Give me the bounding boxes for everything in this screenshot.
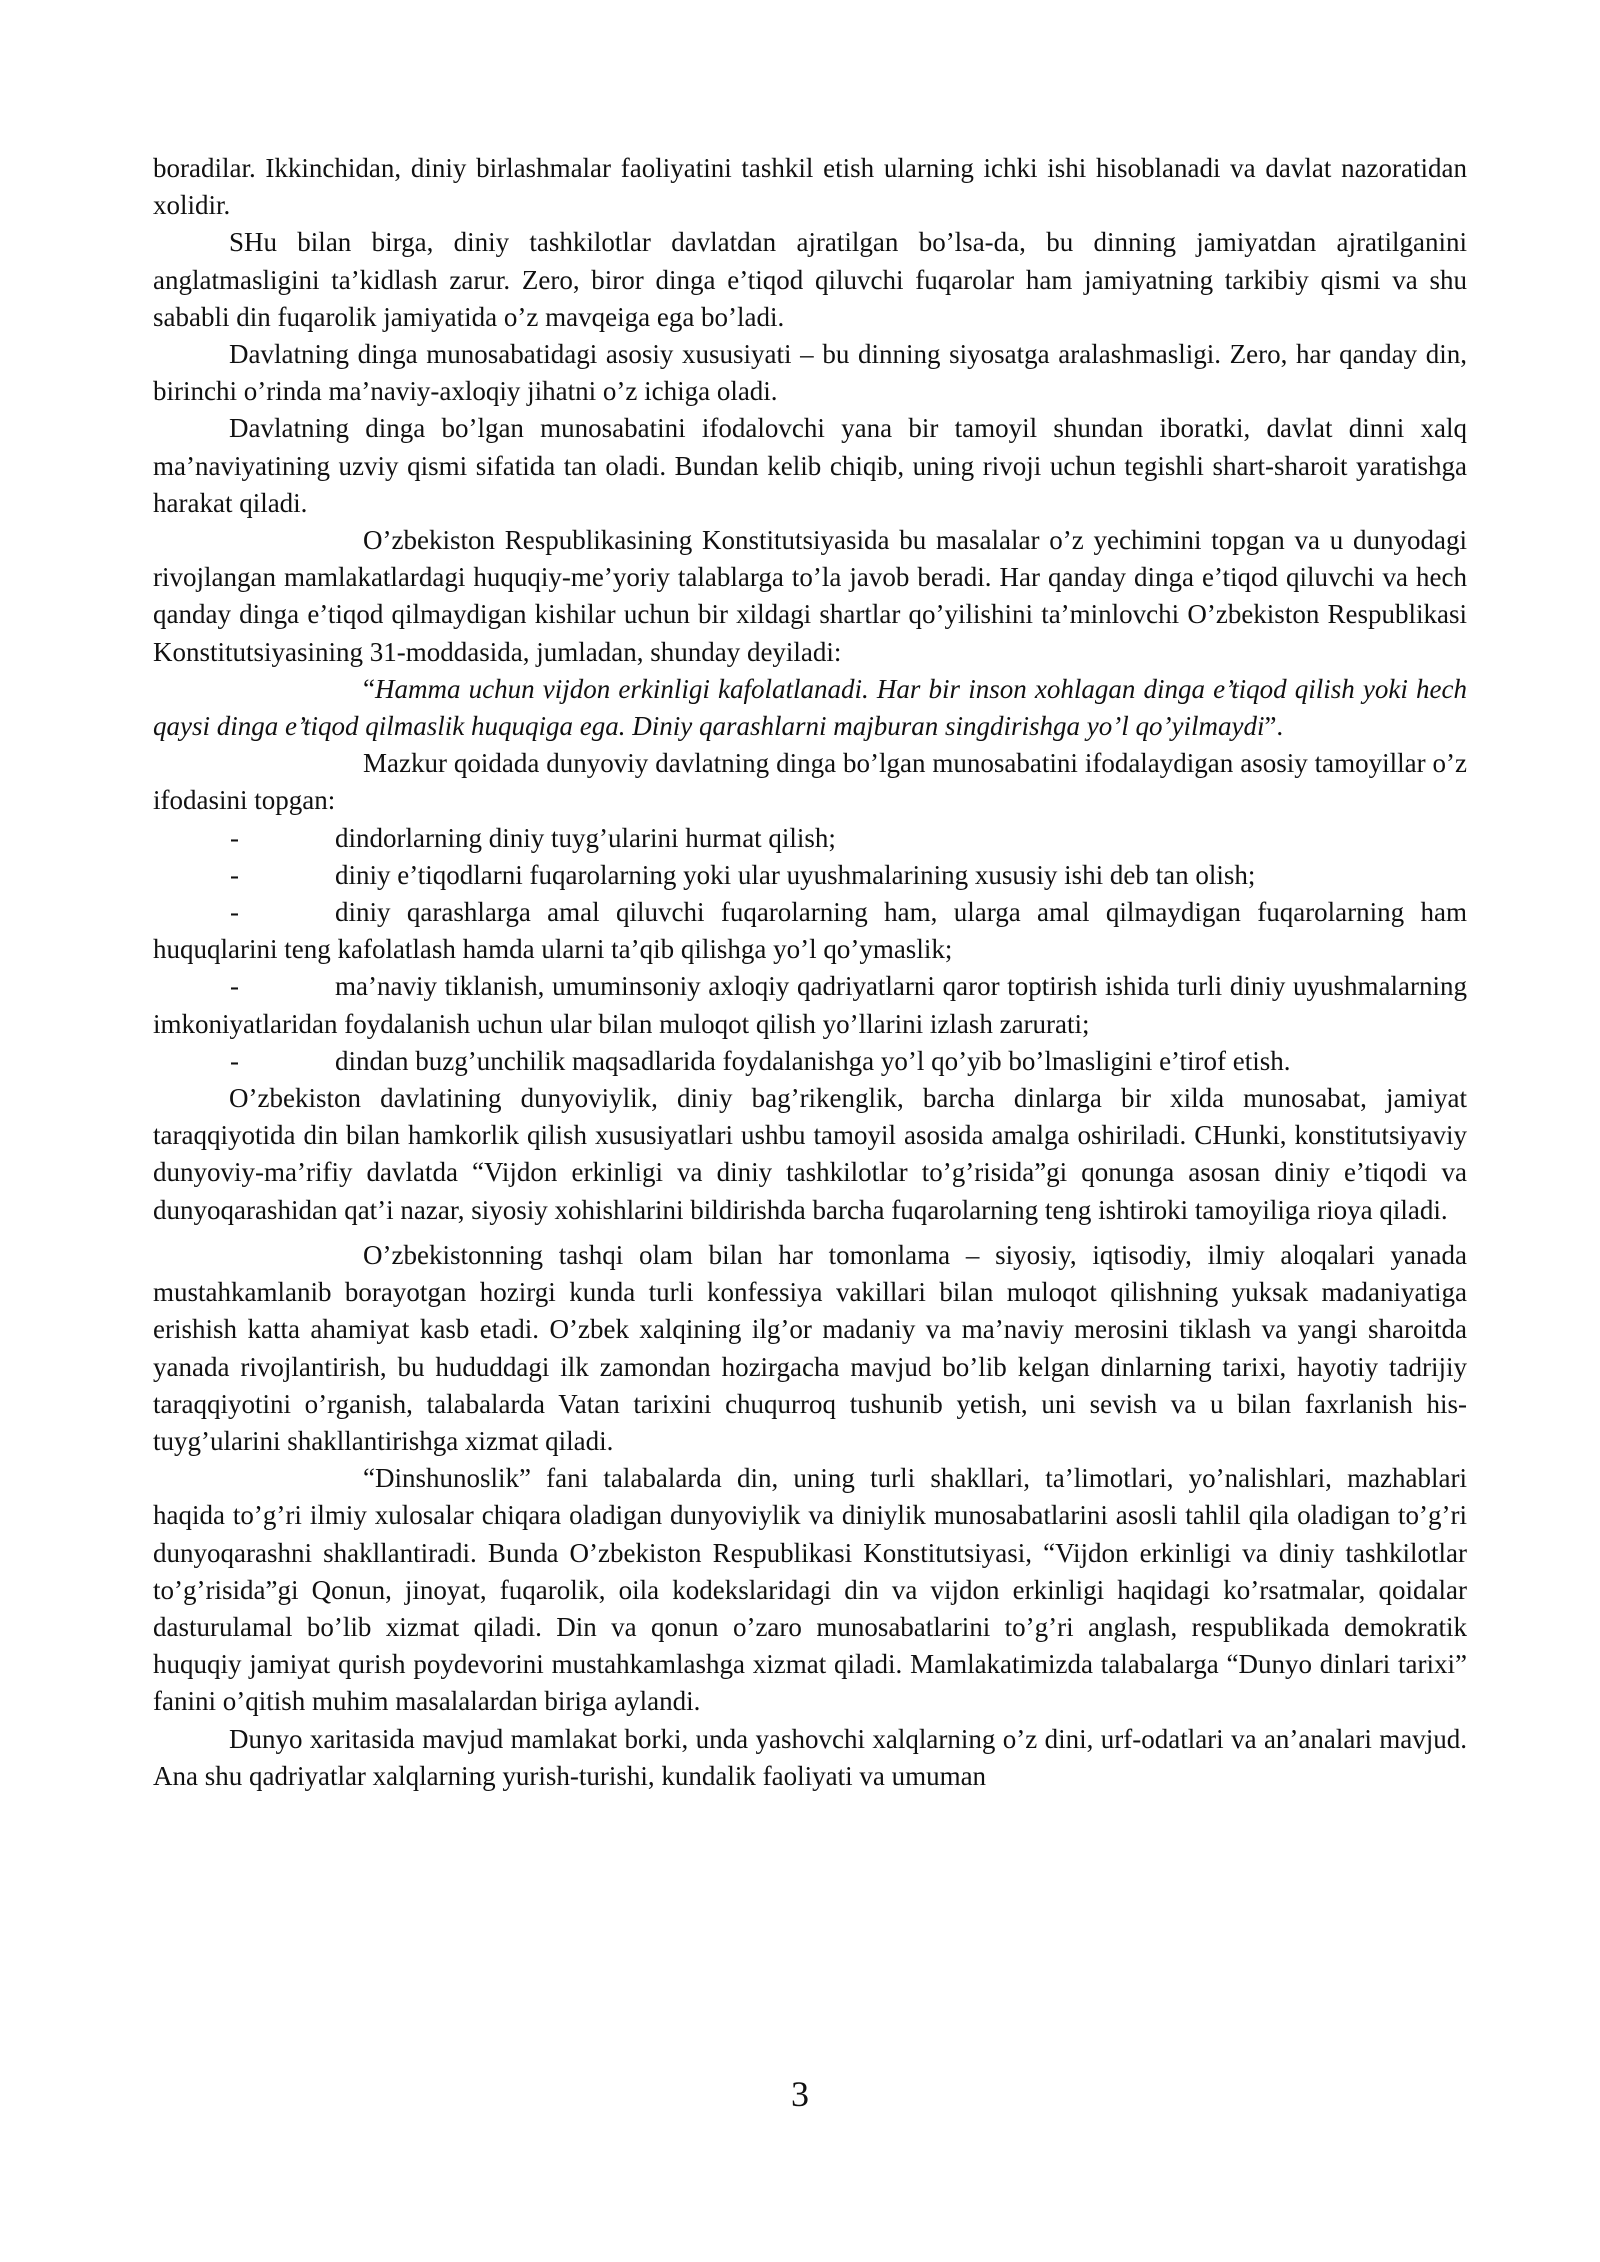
list-dash: - xyxy=(230,897,239,928)
quote-open-mark: “ xyxy=(363,673,375,704)
list-item-text: diniy e’tiqodlarni fuqarolarning yoki ular uyushmalarining xususiy ishi deb tan olish; xyxy=(335,859,1256,890)
list-item xyxy=(153,894,1467,968)
paragraph-uzbek-state: O’zbekiston davlatining dunyoviylik, diniy bag’rikenglik, barcha dinlarga bir xilda munosabat, jamiyat taraqqiyotida din bilan hamkorlik qilish xususiyatlari ushbu tamoyil asosida amalga oshiriladi. CHunki, konstitutsiyaviy dunyoviy-ma’rifiy davlatda “Vijdon erkinligi va diniy tashkilotlar to’g’risida”gi qonunga asosan diniy e’tiqodi va dunyoqarashidan qat’i nazar, siyosiy xohishlarini bildirishda barcha fuqarolarning teng ishtiroki tamoyiliga rioya qiladi. xyxy=(153,1083,1467,1225)
list-dash: - xyxy=(230,859,239,890)
paragraph-continuation: boradilar. Ikkinchidan, diniy birlashmalar faoliyatini tashkil etish ularning ichki ishi hisoblanadi va davlat nazoratidan xolidir. xyxy=(153,153,1467,221)
paragraph-separation: SHu bilan birga, diniy tashkilotlar davlatdan ajratilgan bo’lsa-da, bu dinning jamiyatdan ajratilganini anglatmasligini ta’kidlash zarur. Zero, biror dinga e’tiqod qiluvchi fuqarolar ham jamiyatning tarkibiy qismi va shu sababli din fuqarolik jamiyatida o’z mavqeiga ega bo’ladi. xyxy=(153,227,1467,332)
list-dash: - xyxy=(230,822,239,853)
constitution-quote xyxy=(153,671,1467,745)
paragraph-foreign-relations: O’zbekistonning tashqi olam bilan har tomonlama – siyosiy, iqtisodiy, ilmiy aloqalari yanada mustahkamlanib borayotgan hozirgi kunda turli konfessiya vakillari bilan muloqot qilishning yuksak madaniyatiga erishish katta ahamiyat kasb etadi. O’zbek xalqining ilg’or madaniy va ma’naviy merosini tiklash va yangi sharoitda yanada rivojlantirish, bu hududdagi ilk zamondan hozirgacha mavjud bo’lib kelgan dinlarning tarixi, hayotiy tadrijiy taraqqiyotini o’rganish, talabalarda Vatan tarixini chuqurroq tushunib yetish, uni sevish va u bilan faxrlanish his-tuyg’ularini shakllantirishga xizmat qiladi. xyxy=(153,1239,1467,1456)
list-item xyxy=(153,820,1467,857)
page-number: 3 xyxy=(791,2074,809,2114)
list-item xyxy=(153,857,1467,894)
list-item-text: diniy qarashlarga amal qiluvchi fuqarolarning ham, ularga amal qilmaydigan fuqarolarning ham huquqlarini teng kafolatlash hamda ularni ta’qib qilishga yo’l qo’ymaslik; xyxy=(153,897,1467,965)
paragraph-principle: Davlatning dinga bo’lgan munosabatini ifodalovchi yana bir tamoyil shundan iboratki, davlat dinni xalq ma’naviyatining uzviy qismi sifatida tan oladi. Bundan kelib chiqib, uning rivoji uchun tegishli shart-sharoit yaratishga harakat qiladi. xyxy=(153,413,1467,518)
list-dash: - xyxy=(230,1045,239,1076)
list-item-text: dindan buzg’unchilik maqsadlarida foydalanishga yo’l qo’yib bo’lmasligini e’tirof etish. xyxy=(335,1045,1291,1076)
document-page xyxy=(153,150,1467,1795)
list-dash: - xyxy=(230,971,239,1002)
paragraph-religious-studies: “Dinshunoslik” fani talabalarda din, uning turli shakllari, ta’limotlari, yo’nalishlari, mazhablari haqida to’g’ri ilmiy xulosalar chiqara oladigan dunyoviylik va diniylik munosabatlarini asosli tahlil qila oladigan to’g’ri dunyoqarashni shakllantiradi. Bunda O’zbekiston Respublikasi Konstitutsiyasi, “Vijdon erkinligi va diniy tashkilotlar to’g’risida”gi Qonun, jinoyat, fuqarolik, oila kodekslaridagi din va vijdon erkinligi haqidagi ko’rsatmalar, qoidalar dasturulamal bo’lib xizmat qiladi. Din va qonun o’zaro munosabatlarini to’g’ri anglash, respublikada demokratik huquqiy jamiyat qurish poydevorini mustahkamlashga xizmat qiladi. Mamlakatimizda talabalarga “Dunyo dinlari tarixi” fanini o’qitish muhim masalalardan biriga aylandi. xyxy=(153,1463,1467,1717)
paragraph-main-feature: Davlatning dinga munosabatidagi asosiy xususiyati – bu dinning siyosatga aralashmasligi. Zero, har qanday din, birinchi o’rinda ma’naviy-axloqiy jihatni o’z ichiga oladi. xyxy=(153,339,1467,407)
quote-close-mark: ”. xyxy=(1264,711,1284,742)
paragraph-constitution: O’zbekiston Respublikasining Konstitutsiyasida bu masalalar o’z yechimini topgan va u dunyodagi rivojlangan mamlakatlardagi huquqiy-me’yoriy talablarga to’la javob beradi. Har qanday dinga e’tiqod qiluvchi va hech qanday dinga e’tiqod qilmaydigan kishilar uchun bir xildagi shartlar qo’yilishini ta’minlovchi O’zbekiston Respublikasi Konstitutsiyasining 31-moddasida, jumladan, shunday deyiladi: xyxy=(153,525,1467,667)
principles-intro: Mazkur qoidada dunyoviy davlatning dinga bo’lgan munosabatini ifodalaydigan asosiy tamoyillar o’z ifodasini topgan: xyxy=(153,748,1467,816)
paragraph-world-map: Dunyo xaritasida mavjud mamlakat borki, unda yashovchi xalqlarning o’z dini, urf-odatlari va an’analari mavjud. Ana shu qadriyatlar xalqlarning yurish-turishi, kundalik faoliyati va umuman xyxy=(153,1723,1467,1791)
list-item-text: ma’naviy tiklanish, umuminsoniy axloqiy qadriyatlarni qaror toptirish ishida turli diniy uyushmalarning imkoniyatlaridan foydalanish uchun ular bilan muloqot qilish yo’llarini izlash zarurati; xyxy=(153,971,1467,1039)
list-item-text: dindorlarning diniy tuyg’ularini hurmat qilish; xyxy=(335,822,836,853)
quote-text: Hamma uchun vijdon erkinligi kafolatlanadi. Har bir inson xohlagan dinga e’tiqod qilish yoki hech qaysi dinga e’tiqod qilmaslik huquqiga ega. Diniy qarashlarni majburan singdirishga yo’l qo’yilmaydi xyxy=(153,673,1467,742)
list-item xyxy=(153,968,1467,1042)
list-item xyxy=(153,1043,1467,1080)
